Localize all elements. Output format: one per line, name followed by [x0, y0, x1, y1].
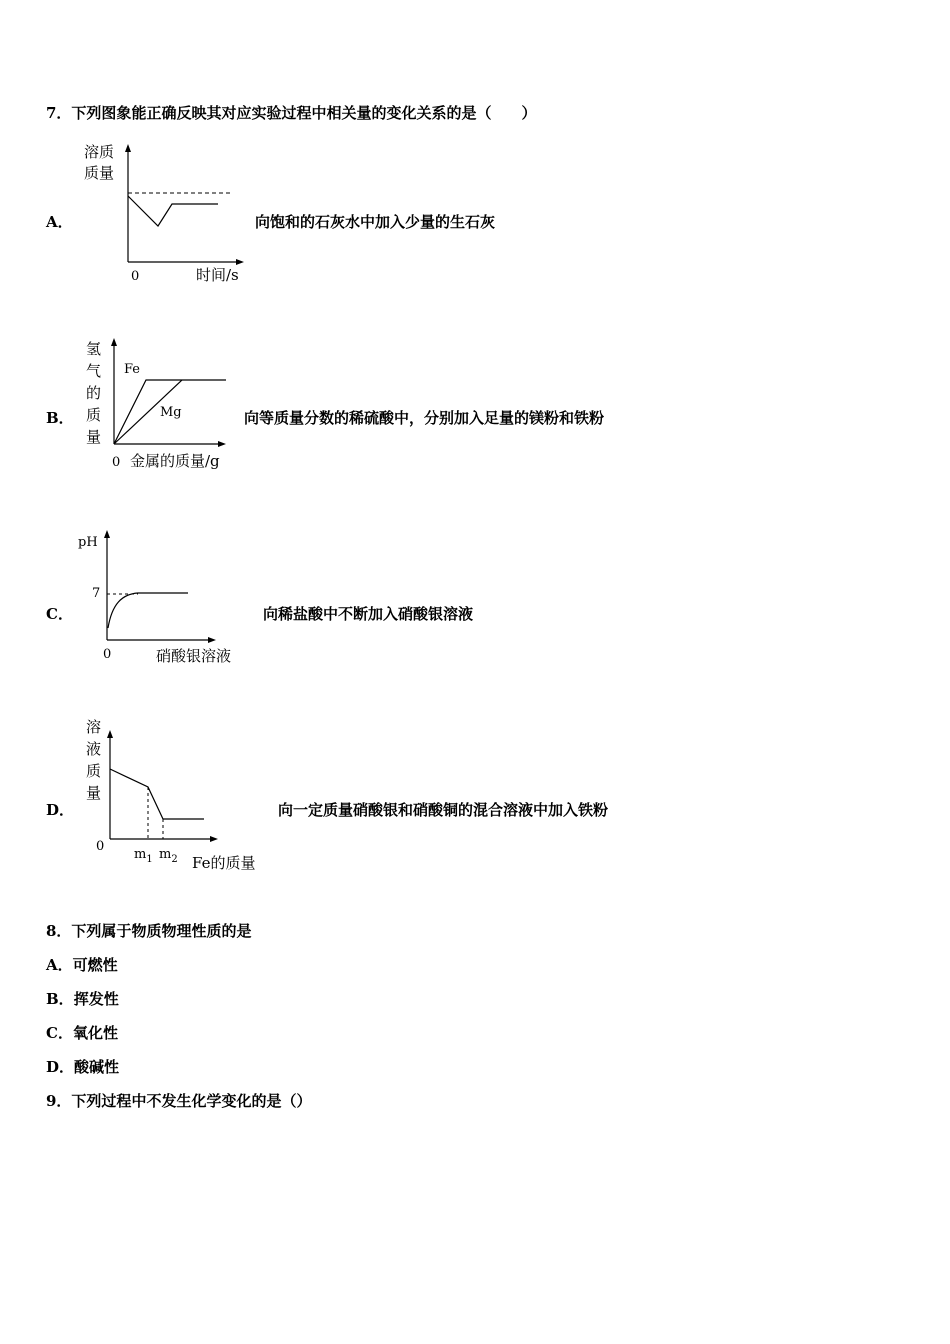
graph-a-y-arrow [125, 144, 131, 152]
graph-b-y-arrow [111, 338, 117, 346]
graph-d-xlabel: Fe的质量 [192, 854, 256, 872]
graph-d-xtick-m2: $m_2$ [159, 847, 178, 865]
q8-option-d-text: 酸碱性 [74, 1058, 120, 1076]
graph-d-curve [110, 769, 204, 819]
graph-a-ylabel-2: 质量 [84, 164, 115, 182]
graph-b-ylabel-char-2: 气 [86, 362, 102, 380]
option-d-label: D． [46, 801, 75, 819]
q8-option-a-text: 可燃性 [72, 956, 118, 974]
question-9-stem: 9．下列过程中不发生化学变化的是（） [46, 1092, 312, 1110]
graph-b-mg-label: Mg [160, 405, 182, 420]
q8-option-b-label: B． [46, 990, 74, 1008]
graph-b-ylabel-char-1: 氢 [86, 340, 102, 358]
graph-d-x-arrow [210, 836, 218, 842]
option-d-desc: 向一定质量硝酸银和硝酸铜的混合溶液中加入铁粉 [278, 801, 609, 819]
option-b-desc: 向等质量分数的稀硫酸中，分别加入足量的镁粉和铁粉 [244, 409, 605, 427]
graph-a-curve [128, 196, 218, 226]
q8-option-c-label: C． [46, 1024, 73, 1042]
graph-b [80, 332, 240, 477]
graph-c-xlabel: 硝酸银溶液 [156, 647, 232, 665]
graph-c-ytick-7: 7 [92, 586, 101, 601]
question-8-stem: 8．下列属于物质物理性质的是 [46, 922, 252, 940]
question-7-stem: 7．下列图象能正确反映其对应实验过程中相关量的变化关系的是（ ） [46, 104, 537, 122]
q8-option-d-label: D． [46, 1058, 75, 1076]
graph-c-origin: 0 [103, 647, 112, 662]
graph-d-xtick-m1: $m_1$ [134, 847, 153, 865]
graph-c-curve [108, 593, 188, 628]
graph-d-ylabel-char-3: 质 [86, 762, 102, 780]
graph-b-ylabel-char-3: 的 [86, 384, 102, 402]
option-c-label: C． [46, 605, 73, 623]
graph-b-ylabel-char-5: 量 [86, 428, 102, 446]
graph-d-origin: 0 [96, 839, 105, 854]
graph-c-ylabel: pH [78, 535, 98, 550]
graph-d [80, 712, 270, 877]
graph-a-origin: 0 [131, 269, 140, 284]
graph-d-ylabel-char-4: 量 [86, 784, 102, 802]
graph-b-ylabel-char-4: 质 [86, 406, 102, 424]
graph-a [80, 138, 260, 288]
graph-d-ylabel-char-1: 溶 [86, 718, 102, 736]
graph-b-x-arrow [218, 441, 226, 447]
graph-b-origin: 0 [112, 455, 121, 470]
graph-b-fe-label: Fe [124, 362, 141, 377]
q8-option-b [46, 988, 119, 1009]
q8-option-d [46, 1056, 119, 1077]
graph-c-y-arrow [104, 530, 110, 538]
q8-option-a-label: A． [46, 956, 73, 974]
q8-option-b-text: 挥发性 [73, 990, 119, 1008]
option-b-label: B． [46, 409, 74, 427]
q8-option-c [46, 1022, 118, 1043]
graph-d-y-arrow [107, 730, 113, 738]
graph-d-ylabel-char-2: 液 [86, 740, 102, 758]
option-a-label: A． [46, 213, 73, 231]
option-a-desc: 向饱和的石灰水中加入少量的生石灰 [255, 213, 496, 231]
graph-a-ylabel-1: 溶质 [84, 143, 115, 161]
graph-a-xlabel: 时间/s [196, 266, 239, 284]
graph-a-x-arrow [236, 259, 244, 265]
graph-c [70, 522, 255, 667]
option-c-desc: 向稀盐酸中不断加入硝酸银溶液 [263, 605, 474, 623]
q8-option-c-text: 氧化性 [72, 1024, 118, 1042]
graph-b-xlabel: 金属的质量/g [130, 452, 220, 470]
q8-option-a [46, 954, 118, 975]
graph-c-x-arrow [208, 637, 216, 643]
